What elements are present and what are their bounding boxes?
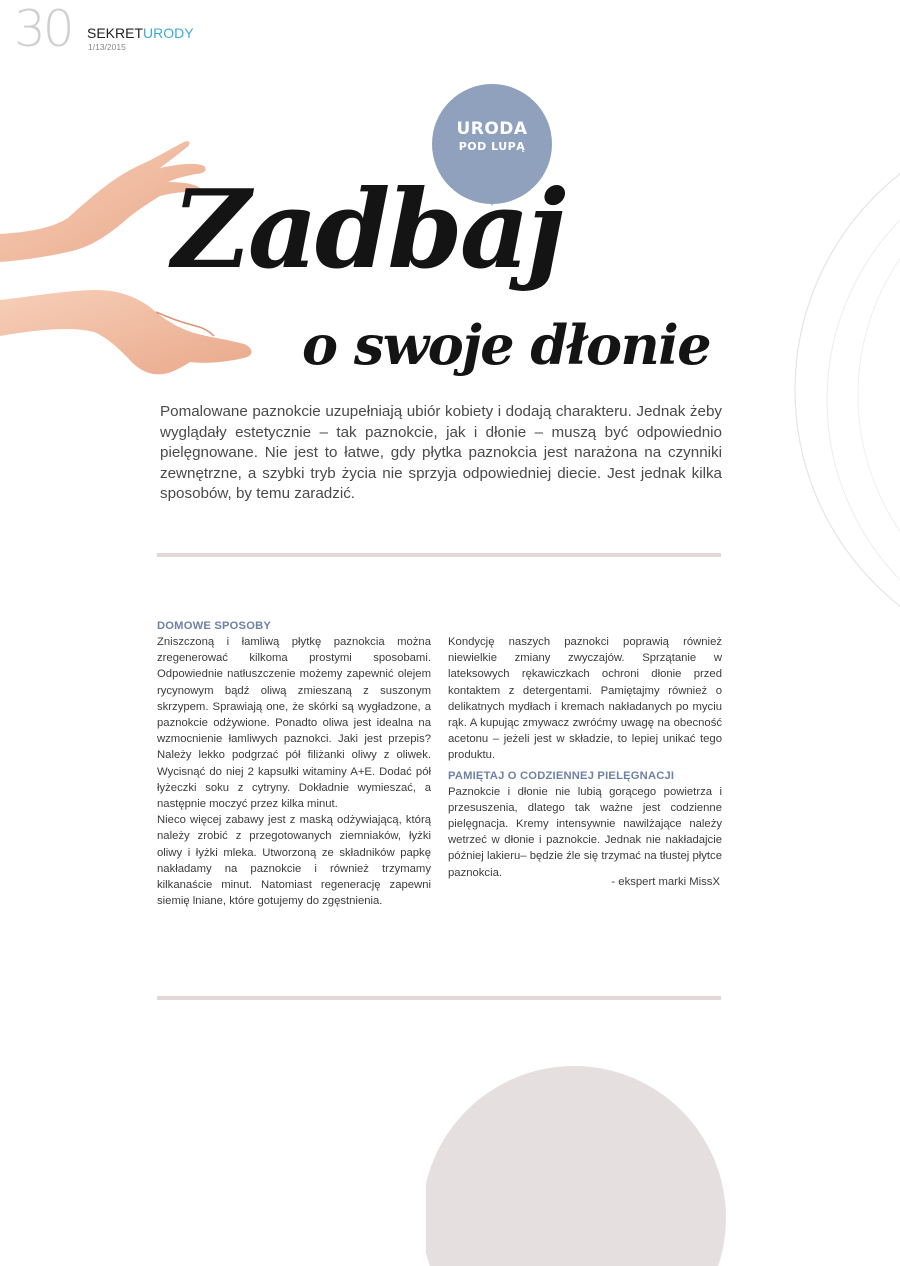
paragraph: Nieco więcej zabawy jest z maską odżywiającą, którą należy zrobić z przegotowanych ziemniaków, łyżki oliwy i łyżki mleka. Utworzoną ze składników papkę nakładamy na paznokcie i również trzymamy kilkanaście minut. Natomiast regenerację zapewni siemię lniane, które gotujemy do zgęstnienia. <box>157 814 431 908</box>
section-heading-daily-care: PAMIĘTAJ O CODZIENNEJ PIELĘGNACJI <box>448 769 675 782</box>
divider-top <box>157 553 721 557</box>
paragraph: Paznokcie i dłonie nie lubią gorącego powietrza i przesuszenia, dlatego tak ważne jest codzienne pielęgnacja. Kremy intensywnie nawilżające należy wetrzeć w dłonie i paznokcie. Jednak nie nakładajcie później lakieru– będzie źle się trzymać na tłustej płytce paznokcia. <box>448 785 722 879</box>
paragraph: Kondycję naszych paznokci poprawią również niewielkie zmiany zwyczajów. Sprzątanie w lateksowych rękawiczkach ochroni dłonie przed kontaktem z detergentami. Pamiętajmy również o delikatnych mydłach i kremach nakładanych po myciu rąk. A kupując zmywacz zwróćmy uwagę na obecność acetonu – jeżeli jest w składzie, to lepiej unikać tego produktu. <box>448 636 722 762</box>
divider-bottom <box>157 996 721 1000</box>
lead-paragraph: Pomalowane paznokcie uzupełniają ubiór kobiety i dodają charakteru. Jednak żeby wyglądały estetycznie – tak paznokcie, jak i dłonie – muszą być odpowiednio pielęgnowane. Nie jest to łatwe, gdy płytka paznokcia jest narażona na czynniki zewnętrzne, a szybki tryb życia nie sprzyja odpowiedniej diecie. Jest jednak kilka sposobów, by temu zaradzić. <box>160 403 722 502</box>
section-heading-home-remedies: DOMOWE SPOSOBY <box>157 620 272 632</box>
author-signature: - ekspert marki MissX <box>611 876 720 888</box>
article-column-left <box>157 618 431 909</box>
article-subtitle: o swoje dłonie <box>302 313 711 377</box>
decorative-arcs <box>740 0 900 700</box>
article-title: Zadbaj <box>172 167 563 293</box>
page-number: 30 <box>14 0 72 58</box>
badge-line-2: POD LUPĄ <box>458 140 526 153</box>
brand-part-2: URODY <box>143 25 194 41</box>
issue-date: 1/13/2015 <box>88 42 126 52</box>
paragraph: Zniszczoną i łamliwą płytkę paznokcia można zregenerować kilkoma prostymi sposobami. Odpowiednie natłuszczenie możemy zapewnić olejem rycynowym bądź oliwą zmieszaną z suszonym skrzypem. Sprawiają one, że skórki są wygładzone, a paznokcie odżywione. Ponadto oliwa jest idealna na wzmocnienie łamliwych paznokci. Jaki jest przepis? Należy lekko podgrzać pół filiżanki oliwy z oliwek. Wycisnąć do niej 2 kapsułki witaminy A+E. Dodać pół łyżeczki soku z cytryny. Dokładnie wymieszać, a następnie moczyć przez kilka minut. <box>157 636 431 811</box>
magazine-brand <box>87 26 194 40</box>
badge-line-1: URODA <box>456 119 528 139</box>
decorative-circle <box>426 1066 726 1266</box>
brand-part-1: SEKRET <box>87 25 144 41</box>
article-column-right <box>448 634 722 881</box>
